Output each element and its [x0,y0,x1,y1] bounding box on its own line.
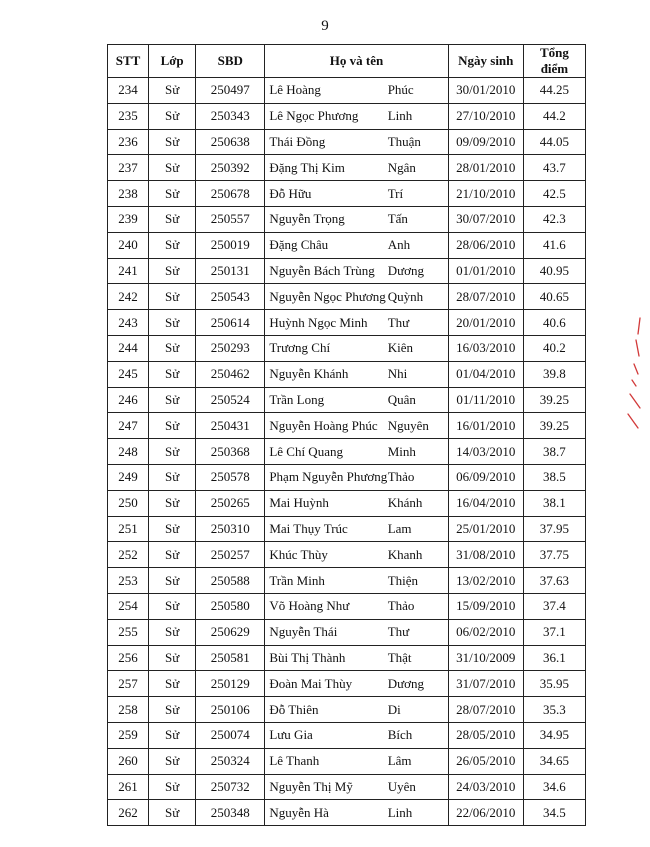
cell-total-score: 34.6 [523,774,585,800]
cell-candidate-number: 250497 [196,78,265,104]
last-middle-name: Lưu Gia [269,727,313,743]
given-name: Dương [387,262,424,278]
table-row [108,413,586,439]
last-middle-name: Lê Thanh [269,753,320,769]
cell-total-score: 38.7 [523,439,585,465]
cell-date-of-birth: 01/11/2010 [448,387,523,413]
cell-stt: 242 [108,284,149,310]
table-row [108,232,586,258]
cell-date-of-birth: 06/09/2010 [448,464,523,490]
given-name: Anh [387,237,411,253]
given-name: Linh [387,108,413,124]
cell-full-name [265,800,448,826]
cell-candidate-number: 250310 [196,516,265,542]
cell-date-of-birth: 16/04/2010 [448,490,523,516]
last-middle-name: Nguyễn Hà [269,804,329,820]
cell-stt: 245 [108,361,149,387]
table-row [108,800,586,826]
table-row [108,464,586,490]
cell-candidate-number: 250614 [196,310,265,336]
cell-date-of-birth: 13/02/2010 [448,568,523,594]
cell-full-name [265,439,448,465]
cell-stt: 257 [108,671,149,697]
cell-candidate-number: 250324 [196,748,265,774]
cell-full-name [265,593,448,619]
cell-class: Sử [149,258,196,284]
table-row [108,774,586,800]
cell-total-score: 44.05 [523,129,585,155]
table-row [108,155,586,181]
given-name: Khánh [387,495,423,511]
cell-stt: 247 [108,413,149,439]
header-full-name: Họ và tên [265,45,448,78]
cell-class: Sử [149,232,196,258]
given-name: Linh [387,804,413,820]
last-middle-name: Nguyễn Bách Trùng [269,262,375,278]
cell-date-of-birth: 27/10/2010 [448,103,523,129]
cell-date-of-birth: 01/04/2010 [448,361,523,387]
cell-full-name [265,542,448,568]
table-row [108,361,586,387]
cell-candidate-number: 250106 [196,697,265,723]
last-middle-name: Đoàn Mai Thùy [269,675,353,691]
cell-date-of-birth: 22/06/2010 [448,800,523,826]
given-name: Dương [387,675,424,691]
cell-candidate-number: 250557 [196,206,265,232]
cell-total-score: 39.25 [523,413,585,439]
given-name: Quỳnh [387,288,424,304]
cell-full-name [265,774,448,800]
cell-stt: 237 [108,155,149,181]
cell-total-score: 40.95 [523,258,585,284]
cell-date-of-birth: 15/09/2010 [448,593,523,619]
cell-total-score: 35.3 [523,697,585,723]
given-name: Kiên [387,340,413,356]
header-candidate-number: SBD [196,45,265,78]
cell-class: Sử [149,439,196,465]
cell-date-of-birth: 16/03/2010 [448,335,523,361]
table-row [108,542,586,568]
cell-total-score: 42.5 [523,181,585,207]
last-middle-name: Trương Chí [269,340,331,356]
cell-total-score: 44.25 [523,78,585,104]
cell-full-name [265,748,448,774]
cell-total-score: 39.25 [523,387,585,413]
cell-stt: 249 [108,464,149,490]
cell-class: Sử [149,335,196,361]
cell-class: Sử [149,722,196,748]
cell-class: Sử [149,516,196,542]
cell-full-name [265,464,448,490]
cell-date-of-birth: 31/07/2010 [448,671,523,697]
cell-candidate-number: 250265 [196,490,265,516]
cell-stt: 259 [108,722,149,748]
cell-class: Sử [149,593,196,619]
cell-class: Sử [149,490,196,516]
cell-total-score: 37.75 [523,542,585,568]
cell-stt: 255 [108,619,149,645]
cell-date-of-birth: 31/08/2010 [448,542,523,568]
cell-date-of-birth: 28/06/2010 [448,232,523,258]
cell-total-score: 40.2 [523,335,585,361]
table-row [108,439,586,465]
given-name: Uyên [387,778,416,794]
cell-class: Sử [149,774,196,800]
cell-full-name [265,78,448,104]
cell-candidate-number: 250678 [196,181,265,207]
cell-full-name [265,155,448,181]
cell-stt: 246 [108,387,149,413]
cell-candidate-number: 250368 [196,439,265,465]
last-middle-name: Nguyễn Thái [269,624,338,640]
table-body [108,78,586,826]
cell-class: Sử [149,206,196,232]
cell-total-score: 38.1 [523,490,585,516]
given-name: Thảo [387,469,415,485]
cell-stt: 252 [108,542,149,568]
last-middle-name: Khúc Thùy [269,546,328,562]
cell-stt: 243 [108,310,149,336]
last-middle-name: Nguyễn Khánh [269,366,349,382]
cell-date-of-birth: 09/09/2010 [448,129,523,155]
table-row [108,206,586,232]
header-class: Lớp [149,45,196,78]
cell-total-score: 34.65 [523,748,585,774]
cell-full-name [265,413,448,439]
cell-stt: 250 [108,490,149,516]
cell-total-score: 40.6 [523,310,585,336]
cell-total-score: 44.2 [523,103,585,129]
cell-total-score: 34.95 [523,722,585,748]
cell-candidate-number: 250129 [196,671,265,697]
cell-class: Sử [149,129,196,155]
cell-total-score: 41.6 [523,232,585,258]
cell-date-of-birth: 30/01/2010 [448,78,523,104]
cell-date-of-birth: 28/05/2010 [448,722,523,748]
cell-candidate-number: 250588 [196,568,265,594]
cell-date-of-birth: 26/05/2010 [448,748,523,774]
cell-date-of-birth: 20/01/2010 [448,310,523,336]
table-row [108,645,586,671]
given-name: Khanh [387,546,423,562]
cell-candidate-number: 250131 [196,258,265,284]
results-table [107,44,586,826]
table-row [108,129,586,155]
given-name: Di [387,701,401,717]
cell-class: Sử [149,155,196,181]
cell-full-name [265,568,448,594]
given-name: Thiện [387,572,419,588]
cell-stt: 235 [108,103,149,129]
cell-candidate-number: 250392 [196,155,265,181]
cell-class: Sử [149,671,196,697]
cell-class: Sử [149,284,196,310]
cell-full-name [265,697,448,723]
given-name: Ngân [387,159,416,175]
cell-date-of-birth: 21/10/2010 [448,181,523,207]
last-middle-name: Nguyễn Thị Mỹ [269,778,353,794]
cell-stt: 236 [108,129,149,155]
table-row [108,619,586,645]
table-row [108,335,586,361]
cell-candidate-number: 250524 [196,387,265,413]
cell-stt: 258 [108,697,149,723]
cell-class: Sử [149,413,196,439]
cell-class: Sử [149,78,196,104]
cell-candidate-number: 250578 [196,464,265,490]
header-date-of-birth: Ngày sinh [448,45,523,78]
given-name: Thư [387,624,410,640]
table-row [108,490,586,516]
cell-candidate-number: 250629 [196,619,265,645]
table-header-row [108,45,586,78]
cell-candidate-number: 250343 [196,103,265,129]
given-name: Thuận [387,133,421,149]
cell-stt: 238 [108,181,149,207]
cell-class: Sử [149,800,196,826]
cell-full-name [265,671,448,697]
cell-candidate-number: 250257 [196,542,265,568]
cell-stt: 234 [108,78,149,104]
last-middle-name: Đỗ Hữu [269,185,312,201]
last-middle-name: Huỳnh Ngọc Minh [269,314,368,330]
cell-full-name [265,129,448,155]
cell-class: Sử [149,310,196,336]
cell-full-name [265,387,448,413]
last-middle-name: Trần Minh [269,572,325,588]
given-name: Lâm [387,753,412,769]
cell-full-name [265,258,448,284]
last-middle-name: Nguyễn Ngọc Phương [269,288,386,304]
last-middle-name: Nguyễn Hoàng Phúc [269,417,378,433]
cell-total-score: 42.3 [523,206,585,232]
cell-date-of-birth: 01/01/2010 [448,258,523,284]
cell-full-name [265,181,448,207]
cell-full-name [265,232,448,258]
cell-candidate-number: 250348 [196,800,265,826]
cell-total-score: 34.5 [523,800,585,826]
last-middle-name: Lê Hoàng [269,82,321,98]
given-name: Tấn [387,211,408,227]
last-middle-name: Lê Chí Quang [269,443,343,459]
cell-total-score: 35.95 [523,671,585,697]
last-middle-name: Mai Huỳnh [269,495,329,511]
table-row [108,516,586,542]
table-row [108,722,586,748]
cell-class: Sử [149,568,196,594]
page-number: 9 [321,18,329,34]
cell-full-name [265,619,448,645]
last-middle-name: Phạm Nguyễn Phương [269,469,388,485]
table-row [108,78,586,104]
cell-candidate-number: 250543 [196,284,265,310]
cell-candidate-number: 250462 [196,361,265,387]
cell-candidate-number: 250638 [196,129,265,155]
table-row [108,284,586,310]
cell-class: Sử [149,748,196,774]
cell-class: Sử [149,645,196,671]
table-row [108,748,586,774]
cell-total-score: 38.5 [523,464,585,490]
cell-date-of-birth: 31/10/2009 [448,645,523,671]
table-row [108,310,586,336]
cell-class: Sử [149,103,196,129]
cell-candidate-number: 250293 [196,335,265,361]
cell-date-of-birth: 25/01/2010 [448,516,523,542]
last-middle-name: Đỗ Thiên [269,701,319,717]
last-middle-name: Nguyễn Trọng [269,211,345,227]
cell-stt: 241 [108,258,149,284]
last-middle-name: Đặng Thị Kim [269,159,345,175]
cell-class: Sử [149,387,196,413]
cell-full-name [265,206,448,232]
header-total-score: Tổng điểm [523,45,585,78]
cell-class: Sử [149,464,196,490]
cell-total-score: 37.63 [523,568,585,594]
cell-date-of-birth: 06/02/2010 [448,619,523,645]
cell-class: Sử [149,361,196,387]
cell-total-score: 37.1 [523,619,585,645]
given-name: Bích [387,727,413,743]
cell-candidate-number: 250431 [196,413,265,439]
cell-stt: 240 [108,232,149,258]
cell-full-name [265,284,448,310]
last-middle-name: Võ Hoàng Như [269,598,350,614]
cell-stt: 262 [108,800,149,826]
last-middle-name: Mai Thụy Trúc [269,520,348,536]
cell-date-of-birth: 28/01/2010 [448,155,523,181]
cell-date-of-birth: 28/07/2010 [448,284,523,310]
last-middle-name: Đặng Châu [269,237,329,253]
cell-date-of-birth: 16/01/2010 [448,413,523,439]
last-middle-name: Trần Long [269,391,325,407]
cell-full-name [265,103,448,129]
given-name: Nhi [387,366,408,382]
cell-total-score: 39.8 [523,361,585,387]
table-row [108,593,586,619]
cell-stt: 244 [108,335,149,361]
given-name: Phúc [387,82,414,98]
table-row [108,697,586,723]
last-middle-name: Bùi Thị Thành [269,649,346,665]
cell-full-name [265,361,448,387]
cell-candidate-number: 250019 [196,232,265,258]
cell-total-score: 43.7 [523,155,585,181]
table-row [108,671,586,697]
cell-stt: 251 [108,516,149,542]
cell-stt: 260 [108,748,149,774]
cell-candidate-number: 250732 [196,774,265,800]
given-name: Thư [387,314,410,330]
table-row [108,181,586,207]
cell-stt: 261 [108,774,149,800]
cell-full-name [265,490,448,516]
cell-date-of-birth: 24/03/2010 [448,774,523,800]
cell-stt: 254 [108,593,149,619]
cell-full-name [265,335,448,361]
cell-total-score: 37.95 [523,516,585,542]
cell-date-of-birth: 30/07/2010 [448,206,523,232]
table-row [108,387,586,413]
cell-stt: 253 [108,568,149,594]
cell-candidate-number: 250581 [196,645,265,671]
given-name: Thảo [387,598,415,614]
last-middle-name: Thái Đồng [269,133,326,149]
cell-date-of-birth: 14/03/2010 [448,439,523,465]
cell-total-score: 36.1 [523,645,585,671]
cell-full-name [265,645,448,671]
cell-class: Sử [149,619,196,645]
cell-candidate-number: 250580 [196,593,265,619]
cell-total-score: 40.65 [523,284,585,310]
table-row [108,258,586,284]
cell-total-score: 37.4 [523,593,585,619]
given-name: Thật [387,649,412,665]
last-middle-name: Lê Ngọc Phương [269,108,359,124]
cell-date-of-birth: 28/07/2010 [448,697,523,723]
cell-full-name [265,722,448,748]
cell-candidate-number: 250074 [196,722,265,748]
given-name: Lam [387,520,412,536]
cell-class: Sử [149,181,196,207]
header-stt: STT [108,45,149,78]
cell-class: Sử [149,542,196,568]
cell-full-name [265,310,448,336]
given-name: Trí [387,185,404,201]
given-name: Nguyên [387,417,429,433]
cell-stt: 256 [108,645,149,671]
given-name: Minh [387,443,416,459]
cell-full-name [265,516,448,542]
red-stamp-mark [626,316,644,434]
cell-stt: 239 [108,206,149,232]
table-row [108,568,586,594]
cell-stt: 248 [108,439,149,465]
given-name: Quân [387,391,416,407]
cell-class: Sử [149,697,196,723]
table-row [108,103,586,129]
